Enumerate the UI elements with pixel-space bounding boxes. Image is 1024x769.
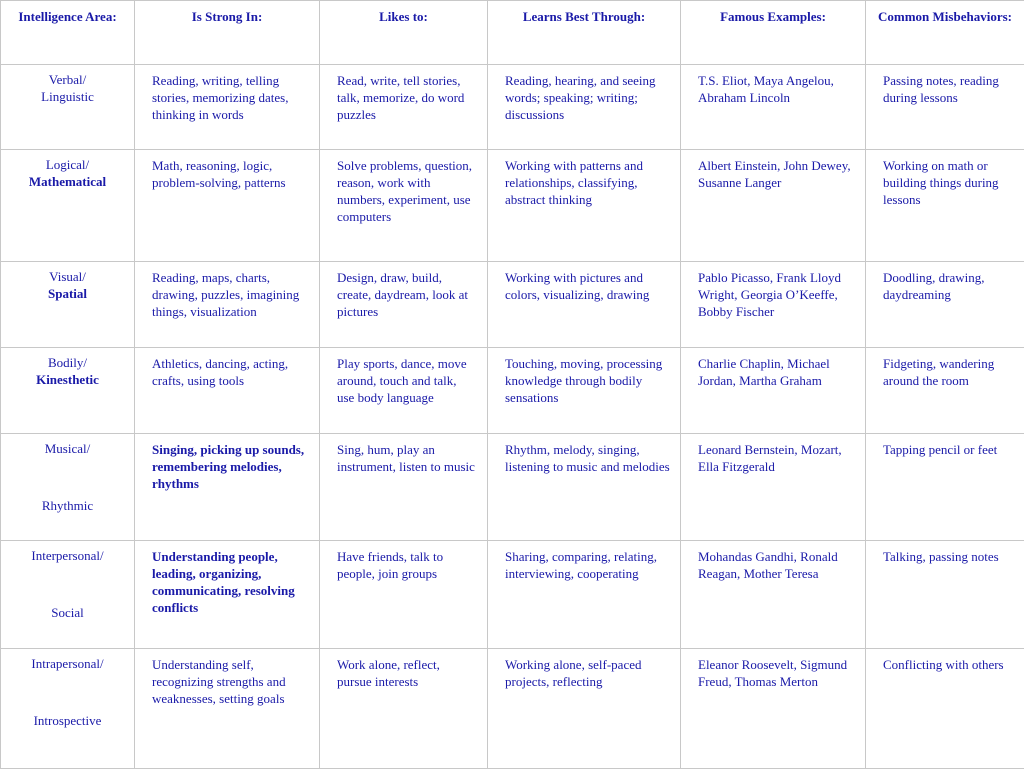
area-cell — [1, 65, 135, 150]
table-row — [1, 348, 1024, 434]
area-cell — [1, 262, 135, 348]
misbehaviors-cell: Tapping pencil or feet — [866, 434, 1024, 541]
famous-examples-cell: T.S. Eliot, Maya Angelou, Abraham Lincoln — [681, 65, 866, 150]
area-spacer — [1, 672, 134, 712]
area-cell — [1, 150, 135, 262]
header-likes-to: Likes to: — [320, 1, 488, 65]
likes-to-cell: Design, draw, build, create, daydream, look at pictures — [320, 262, 488, 348]
likes-to-cell: Read, write, tell stories, talk, memorize, do word puzzles — [320, 65, 488, 150]
strong-in-cell: Reading, maps, charts, drawing, puzzles, imagining things, visualization — [135, 262, 320, 348]
header-row — [1, 1, 1024, 65]
learns-best-cell: Rhythm, melody, singing, listening to music and melodies — [488, 434, 681, 541]
strong-in-cell: Athletics, dancing, acting, crafts, using tools — [135, 348, 320, 434]
area-subname: Social — [51, 605, 84, 620]
area-subname: Linguistic — [1, 88, 134, 105]
learns-best-cell: Working alone, self-paced projects, reflecting — [488, 649, 681, 769]
area-name: Visual/ — [49, 269, 86, 284]
area-spacer — [1, 564, 134, 604]
famous-examples-cell: Mohandas Gandhi, Ronald Reagan, Mother Teresa — [681, 541, 866, 649]
learns-best-cell: Touching, moving, processing knowledge through bodily sensations — [488, 348, 681, 434]
area-subname: Mathematical — [1, 173, 134, 190]
area-subname: Rhythmic — [42, 498, 93, 513]
likes-to-cell: Play sports, dance, move around, touch and talk, use body language — [320, 348, 488, 434]
area-name: Interpersonal/ — [31, 548, 103, 563]
likes-to-cell: Have friends, talk to people, join groups — [320, 541, 488, 649]
misbehaviors-cell: Conflicting with others — [866, 649, 1024, 769]
strong-in-cell: Understanding self, recognizing strengths and weaknesses, setting goals — [135, 649, 320, 769]
learns-best-cell: Sharing, comparing, relating, interviewing, cooperating — [488, 541, 681, 649]
famous-examples-cell: Albert Einstein, John Dewey, Susanne Langer — [681, 150, 866, 262]
table-row — [1, 649, 1024, 769]
area-cell — [1, 434, 135, 541]
learns-best-cell: Working with pictures and colors, visualizing, drawing — [488, 262, 681, 348]
likes-to-cell: Work alone, reflect, pursue interests — [320, 649, 488, 769]
strong-in-cell: Math, reasoning, logic, problem-solving, patterns — [135, 150, 320, 262]
area-subname: Introspective — [34, 713, 102, 728]
area-name: Bodily/ — [48, 355, 87, 370]
strong-in-cell: Singing, picking up sounds, remembering melodies, rhythms — [135, 434, 320, 541]
table-row — [1, 262, 1024, 348]
area-name: Logical/ — [46, 157, 89, 172]
misbehaviors-cell: Doodling, drawing, daydreaming — [866, 262, 1024, 348]
area-name: Musical/ — [45, 441, 91, 456]
strong-in-cell: Reading, writing, telling stories, memorizing dates, thinking in words — [135, 65, 320, 150]
header-misbehaviors: Common Misbehaviors: — [866, 1, 1024, 65]
likes-to-cell: Sing, hum, play an instrument, listen to music — [320, 434, 488, 541]
famous-examples-cell: Leonard Bernstein, Mozart, Ella Fitzgerald — [681, 434, 866, 541]
area-name: Intrapersonal/ — [31, 656, 103, 671]
strong-in-cell: Understanding people, leading, organizing, communicating, resolving conflicts — [135, 541, 320, 649]
famous-examples-cell: Eleanor Roosevelt, Sigmund Freud, Thomas Merton — [681, 649, 866, 769]
table-row — [1, 541, 1024, 649]
area-name: Verbal/ — [49, 72, 87, 87]
area-subname: Kinesthetic — [1, 371, 134, 388]
misbehaviors-cell: Fidgeting, wandering around the room — [866, 348, 1024, 434]
table-row — [1, 434, 1024, 541]
learns-best-cell: Working with patterns and relationships, classifying, abstract thinking — [488, 150, 681, 262]
misbehaviors-cell: Talking, passing notes — [866, 541, 1024, 649]
header-famous-examples: Famous Examples: — [681, 1, 866, 65]
area-cell — [1, 649, 135, 769]
misbehaviors-cell: Passing notes, reading during lessons — [866, 65, 1024, 150]
area-cell — [1, 348, 135, 434]
likes-to-cell: Solve problems, question, reason, work with numbers, experiment, use computers — [320, 150, 488, 262]
area-cell — [1, 541, 135, 649]
famous-examples-cell: Charlie Chaplin, Michael Jordan, Martha Graham — [681, 348, 866, 434]
header-intelligence-area: Intelligence Area: — [1, 1, 135, 65]
area-spacer — [1, 457, 134, 497]
header-strong-in: Is Strong In: — [135, 1, 320, 65]
famous-examples-cell: Pablo Picasso, Frank Lloyd Wright, Georgia O’Keeffe, Bobby Fischer — [681, 262, 866, 348]
learns-best-cell: Reading, hearing, and seeing words; speaking; writing; discussions — [488, 65, 681, 150]
table-row — [1, 150, 1024, 262]
area-subname: Spatial — [1, 285, 134, 302]
misbehaviors-cell: Working on math or building things during lessons — [866, 150, 1024, 262]
table-row — [1, 65, 1024, 150]
header-learns-best: Learns Best Through: — [488, 1, 681, 65]
